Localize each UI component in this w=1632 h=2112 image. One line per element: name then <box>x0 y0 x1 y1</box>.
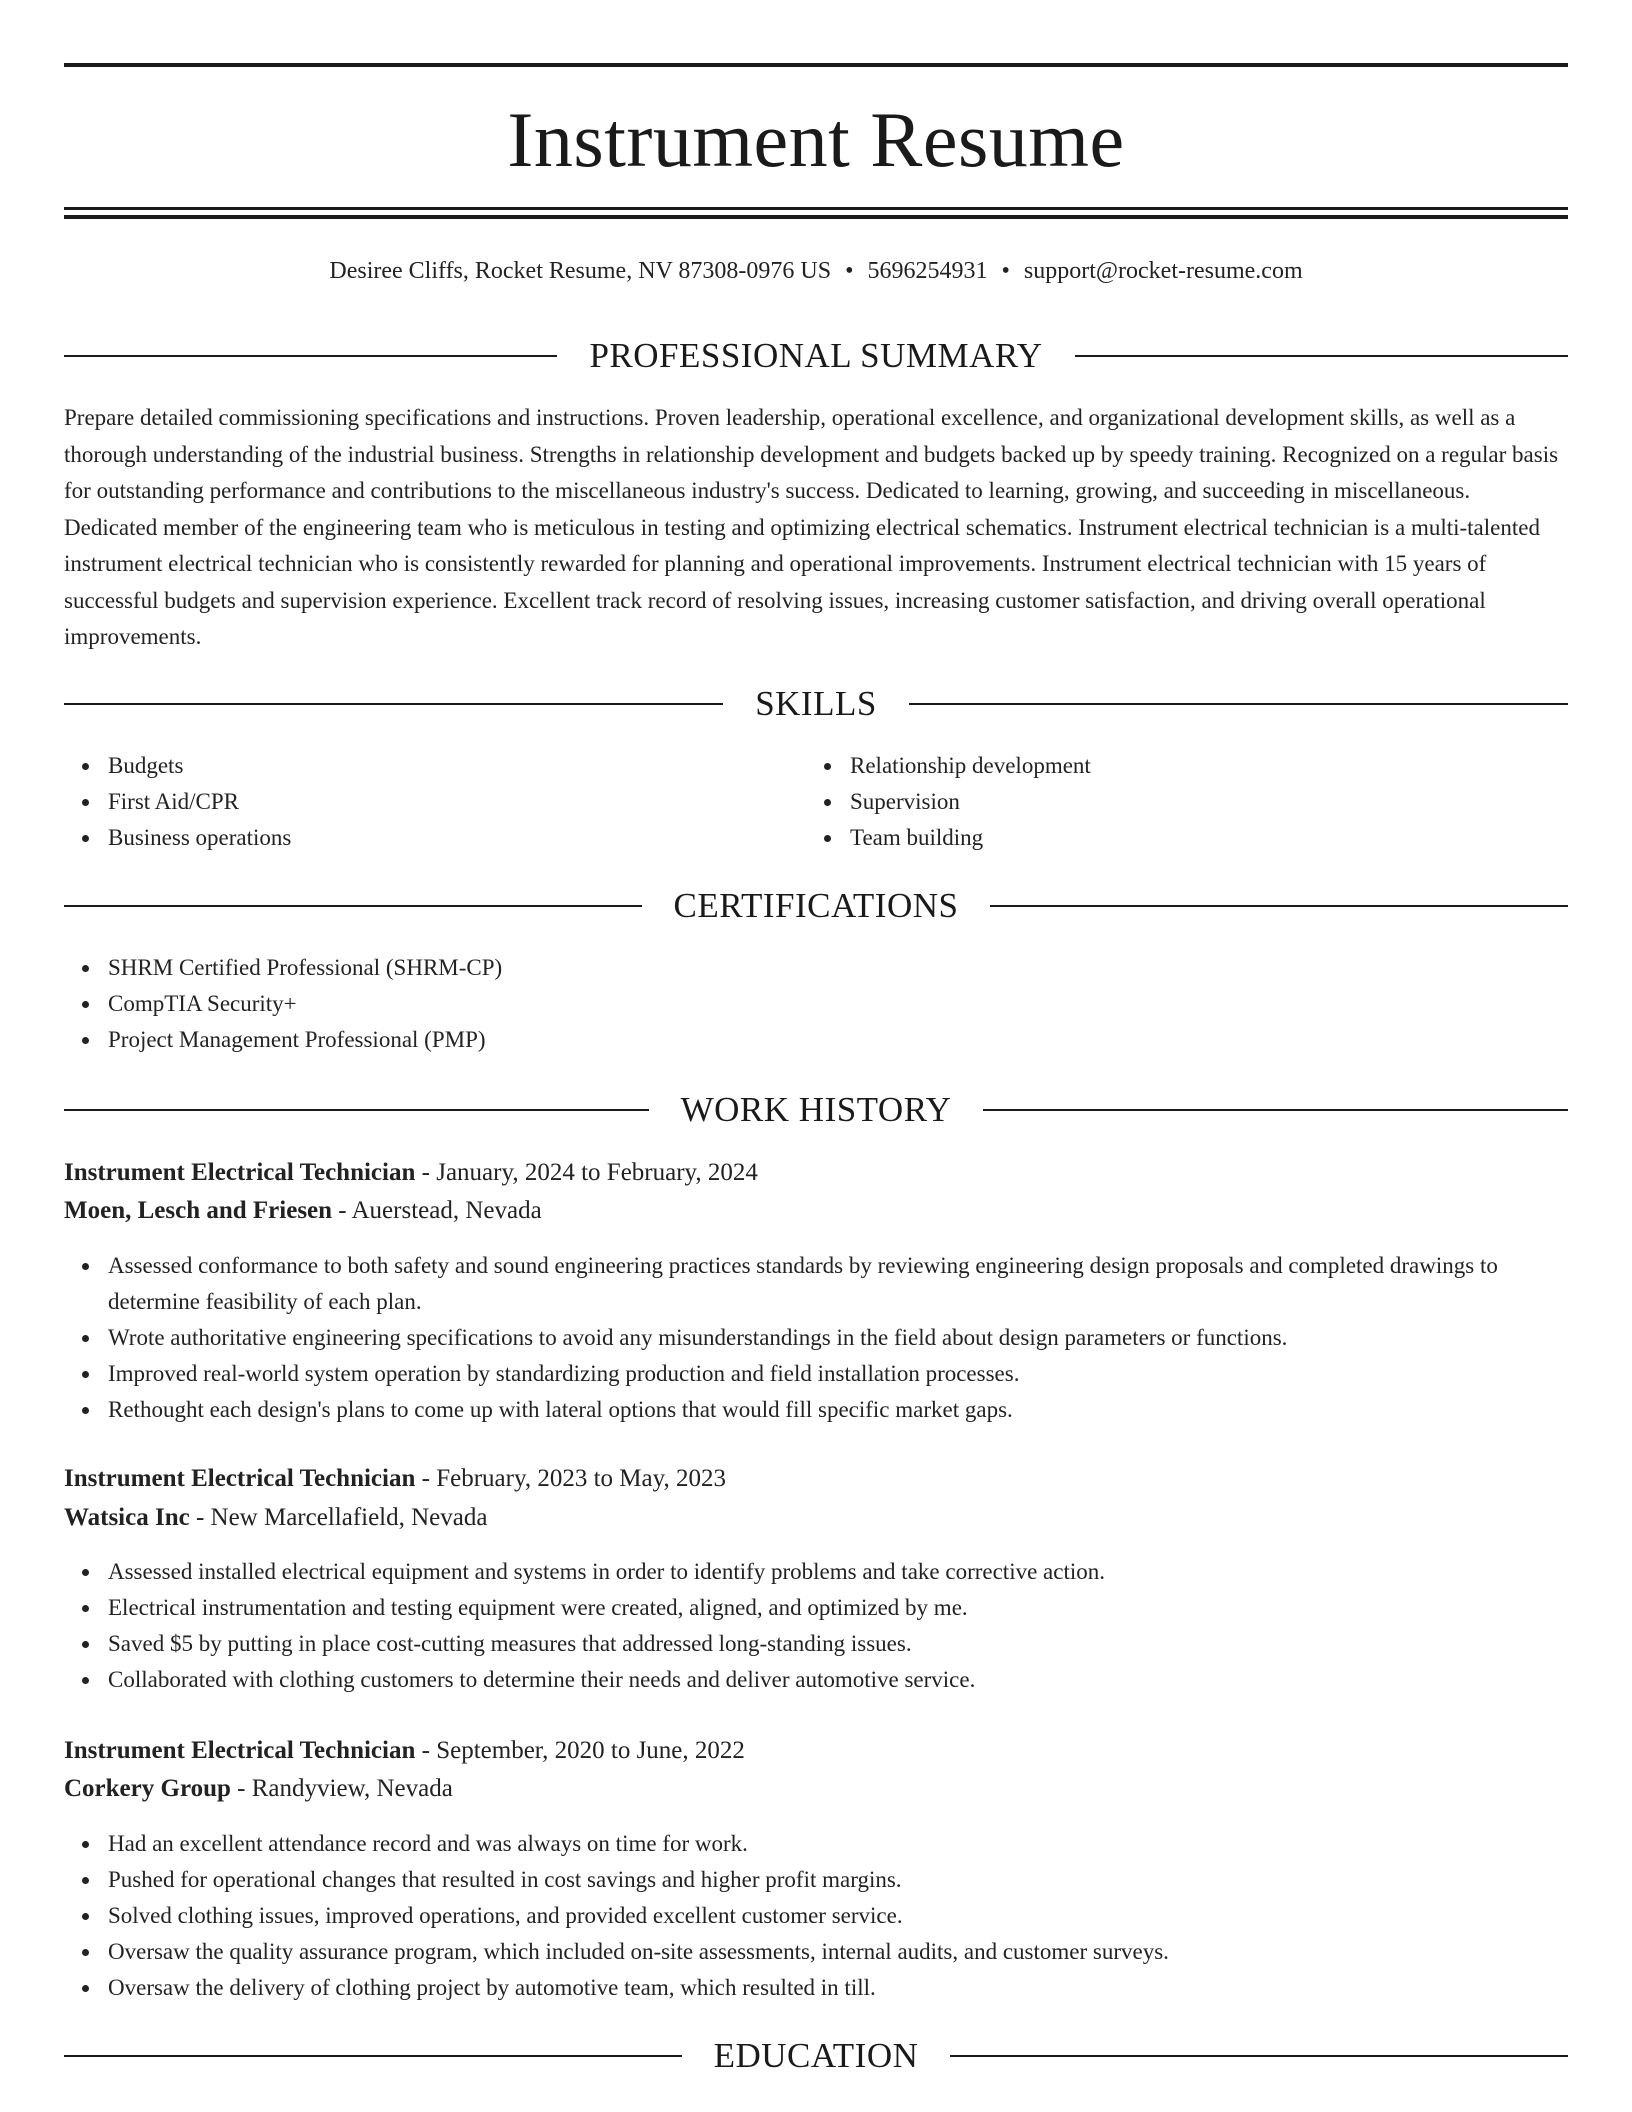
certification-item: Project Management Professional (PMP) <box>108 1022 1568 1058</box>
job-company: Corkery Group <box>64 1775 231 1802</box>
contact-separator: • <box>1001 258 1010 284</box>
certification-item: CompTIA Security+ <box>108 986 1568 1022</box>
job-bullet: Had an excellent attendance record and was always on time for work. <box>108 1826 1568 1862</box>
heading-rule <box>64 1109 649 1111</box>
job-dates: - February, 2023 to May, 2023 <box>415 1465 726 1492</box>
job-bullet: Assessed conformance to both safety and sound engineering practices standards by reviewing engineering design proposals and completed drawings to determine feasibility of each plan. <box>108 1248 1568 1320</box>
work-history-heading <box>64 1088 1568 1132</box>
certifications-heading <box>64 884 1568 928</box>
certifications-list <box>64 950 1568 1058</box>
job-bullet: Saved $5 by putting in place cost-cutting measures that addressed long-standing issues. <box>108 1626 1568 1662</box>
job-dates: - January, 2024 to February, 2024 <box>415 1159 758 1186</box>
job-title: Instrument Electrical Technician <box>64 1159 416 1186</box>
job-bullet: Oversaw the quality assurance program, which included on-site assessments, internal audits, and customer surveys. <box>108 1934 1568 1970</box>
contact-email: support@rocket-resume.com <box>1023 258 1303 284</box>
job-title-line <box>64 1462 1568 1496</box>
contact-separator: • <box>845 258 854 284</box>
job-location: - Randyview, Nevada <box>230 1775 453 1802</box>
contact-address: Desiree Cliffs, Rocket Resume, NV 87308-0976 US <box>329 258 832 284</box>
job-bullet: Pushed for operational changes that resulted in cost savings and higher profit margins. <box>108 1862 1568 1898</box>
summary-heading <box>64 334 1568 378</box>
contact-line <box>64 255 1568 287</box>
contact-phone: 5696254931 <box>867 258 988 284</box>
skill-item: Supervision <box>850 784 1550 820</box>
heading-rule <box>64 355 557 357</box>
education-heading-label: EDUCATION <box>713 2036 919 2075</box>
job-title-line <box>64 1734 1568 1768</box>
job-dates: - September, 2020 to June, 2022 <box>415 1737 745 1764</box>
heading-rule <box>1075 355 1568 357</box>
job-bullets <box>64 1248 1568 1428</box>
job-bullets <box>64 1554 1568 1698</box>
job-title-line <box>64 1156 1568 1190</box>
header-top-rule <box>64 63 1568 67</box>
job-bullet: Solved clothing issues, improved operations, and provided excellent customer service. <box>108 1898 1568 1934</box>
job-bullet: Oversaw the delivery of clothing project by automotive team, which resulted in till. <box>108 1970 1568 2006</box>
job-bullets <box>64 1826 1568 2006</box>
job-company: Moen, Lesch and Friesen <box>64 1197 333 1224</box>
skill-item: Team building <box>850 820 1550 856</box>
job-bullet: Assessed installed electrical equipment and systems in order to identify problems and take corrective action. <box>108 1554 1568 1590</box>
certification-item: SHRM Certified Professional (SHRM-CP) <box>108 950 1568 986</box>
header-bottom-rule-second <box>64 215 1568 219</box>
job-bullet: Wrote authoritative engineering specifications to avoid any misunderstandings in the field about design parameters or functions. <box>108 1320 1568 1356</box>
skills-list-left <box>64 748 808 856</box>
skills-list-right <box>806 748 1550 856</box>
education-heading <box>64 2034 1568 2078</box>
skill-item: First Aid/CPR <box>108 784 808 820</box>
skill-item: Business operations <box>108 820 808 856</box>
heading-rule <box>990 905 1568 907</box>
resume-title: Instrument Resume <box>507 96 1125 183</box>
heading-rule <box>909 703 1568 705</box>
skill-item: Relationship development <box>850 748 1550 784</box>
job-bullet: Electrical instrumentation and testing equipment were created, aligned, and optimized by me. <box>108 1590 1568 1626</box>
header-bottom-rule <box>64 207 1568 210</box>
work-history-heading-label: WORK HISTORY <box>680 1090 952 1129</box>
job-title: Instrument Electrical Technician <box>64 1737 416 1764</box>
job-company-line <box>64 1194 1568 1228</box>
summary-text: Prepare detailed commissioning specifications and instructions. Proven leadership, operational excellence, and organizational development skills, as well as a thorough understanding of the industrial business. Strengths in relationship development and budgets backed up by speedy training. Recognized on a regular basis for outstanding performance and contributions to the miscellaneous industry's success. Dedicated to learning, growing, and succeeding in miscellaneous. Dedicated member of the engineering team who is meticulous in testing and optimizing electrical schematics. Instrument electrical technician is a multi-talented instrument electrical technician who is consistently rewarded for planning and operational improvements. Instrument electrical technician with 15 years of successful budgets and supervision experience. Excellent track record of resolving issues, increasing customer satisfaction, and driving overall operational improvements. <box>64 405 1559 649</box>
heading-rule <box>983 1109 1568 1111</box>
job-bullet: Collaborated with clothing customers to determine their needs and deliver automotive service. <box>108 1662 1568 1698</box>
job-location: - Auerstead, Nevada <box>332 1197 542 1224</box>
summary-heading-label: PROFESSIONAL SUMMARY <box>589 336 1043 375</box>
heading-rule <box>64 703 723 705</box>
job-company-line <box>64 1772 1568 1806</box>
certifications-heading-label: CERTIFICATIONS <box>673 886 959 925</box>
skills-heading <box>64 682 1568 726</box>
heading-rule <box>950 2055 1568 2057</box>
skills-heading-label: SKILLS <box>755 684 877 723</box>
job-title: Instrument Electrical Technician <box>64 1465 416 1492</box>
job-bullet: Improved real-world system operation by standardizing production and field installation processes. <box>108 1356 1568 1392</box>
job-bullet: Rethought each design's plans to come up with lateral options that would fill specific market gaps. <box>108 1392 1568 1428</box>
job-company-line <box>64 1501 1568 1535</box>
heading-rule <box>64 2055 682 2057</box>
job-location: - New Marcellafield, Nevada <box>189 1504 488 1531</box>
skill-item: Budgets <box>108 748 808 784</box>
heading-rule <box>64 905 642 907</box>
job-company: Watsica Inc <box>64 1504 190 1531</box>
